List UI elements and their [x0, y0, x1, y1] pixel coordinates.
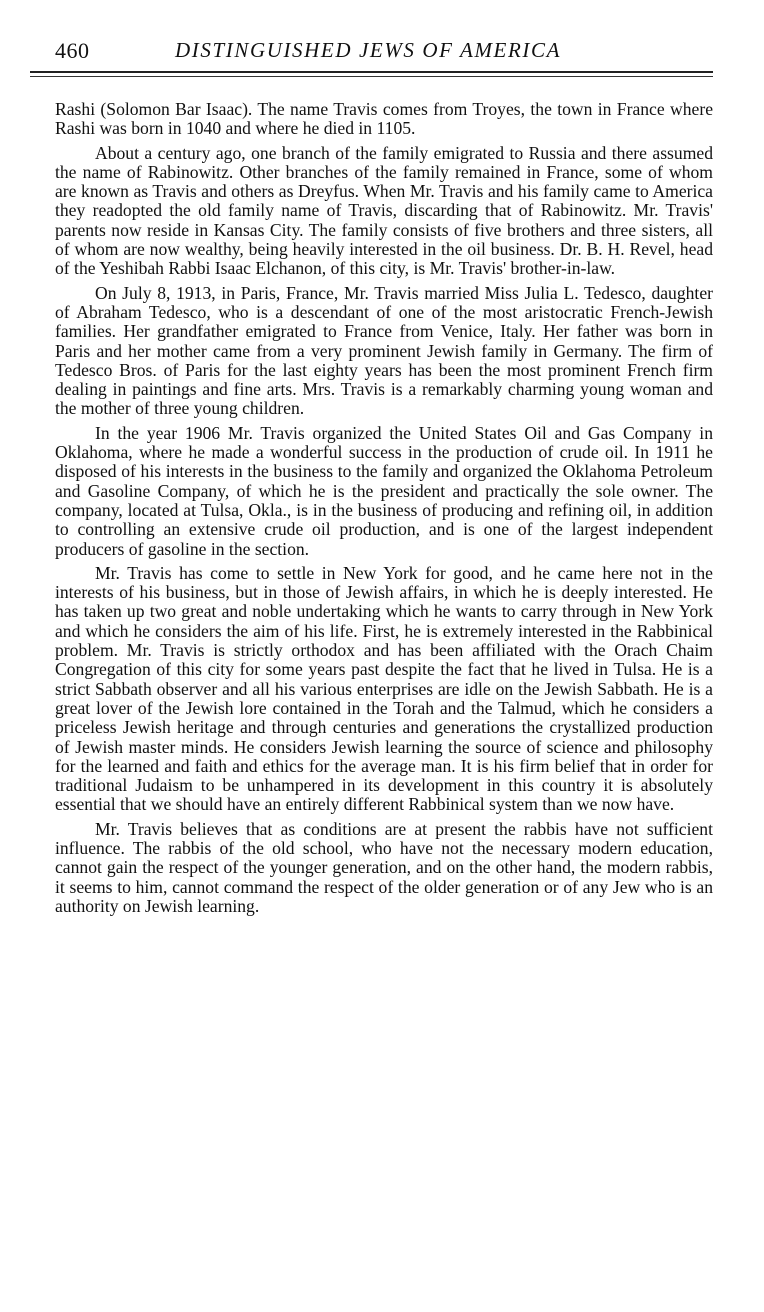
page-number: 460	[55, 38, 90, 63]
header-rule-thick	[30, 71, 713, 73]
paragraph: Mr. Travis has come to settle in New York for good, and he came here not in the interests of his business, but in those of Jewish affairs, in which he is deeply interested. He has taken up two great and noble undertaking which he wants to carry through in New York and which he considers the aim of his life. First, he is extremely interested in the Rabbinical problem. Mr. Travis is strictly orthodox and has been affiliated with the Orach Chaim Congregation of this city for some years past despite the fact that he lived in Tulsa. He is a strict Sabbath observer and all his various enterprises are idle on the Jewish Sabbath. He is a great lover of the Jewish lore contained in the Torah and the Talmud, which he considers a priceless Jewish heritage and through centuries and generations the crystallized production of Jewish master minds. He considers Jewish learning the source of science and philosophy for the learned and faith and ethics for the average man. It is his firm belief that in order for traditional Judaism to be unhampered in its development in this country it is absolutely essential that we should have an entirely different Rabbinical system than we now have.	[55, 562, 713, 815]
paragraph: Mr. Travis believes that as conditions are at present the rabbis have not sufficient influence. The rabbis of the old school, who have not the necessary modern education, cannot gain the respect of the younger generation, and on the other hand, the modern rabbis, it seems to him, cannot command the respect of the older generation or of any Jew who is an authority on Jewish learning.	[55, 818, 713, 916]
running-title: DISTINGUISHED JEWS OF AMERICA	[175, 38, 562, 62]
paragraph-continued: Rashi (Solomon Bar Isaac). The name Travis comes from Troyes, the town in France where Rashi was born in 1040 and where he died in 1105.	[55, 99, 713, 139]
header-rule-thin	[30, 76, 713, 77]
body-text	[55, 100, 713, 916]
paragraph: On July 8, 1913, in Paris, France, Mr. Travis married Miss Julia L. Tedesco, daughter of Abraham Tedesco, who is a descendant of one of the most aristocratic French-Jewish families. Her grandfather emigrated to France from Venice, Italy. Her father was born in Paris and her mother came from a very prominent Jewish family in Germany. The firm of Tedesco Bros. of Paris for the last eighty years has been the most prominent French firm dealing in paintings and fine arts. Mrs. Travis is a remarkably charming young woman and the mother of three young children.	[55, 282, 713, 419]
paragraph: About a century ago, one branch of the family emigrated to Russia and there assumed the name of Rabinowitz. Other branches of the family remained in France, some of whom are known as Travis and others as Dreyfus. When Mr. Travis and his family came to America they readopted the old family name of Travis, discarding that of Rabinowitz. Mr. Travis' parents now reside in Kansas City. The family consists of five brothers and three sisters, all of whom are now wealthy, being heavily interested in the oil business. Dr. B. H. Revel, head of the Yeshibah Rabbi Isaac Elchanon, of this city, is Mr. Travis' brother-in-law.	[55, 142, 713, 279]
paragraph: In the year 1906 Mr. Travis organized the United States Oil and Gas Company in Oklahoma, where he made a wonderful success in the production of crude oil. In 1911 he disposed of his interests in the business to the family and organized the Oklahoma Petroleum and Gasoline Company, of which he is the president and practically the sole owner. The company, located at Tulsa, Okla., is in the business of producing and refining oil, in addition to controlling an extensive crude oil production, and is one of the largest independent producers of gasoline in the section.	[55, 422, 713, 559]
page-header	[55, 38, 713, 72]
book-page	[55, 38, 713, 921]
